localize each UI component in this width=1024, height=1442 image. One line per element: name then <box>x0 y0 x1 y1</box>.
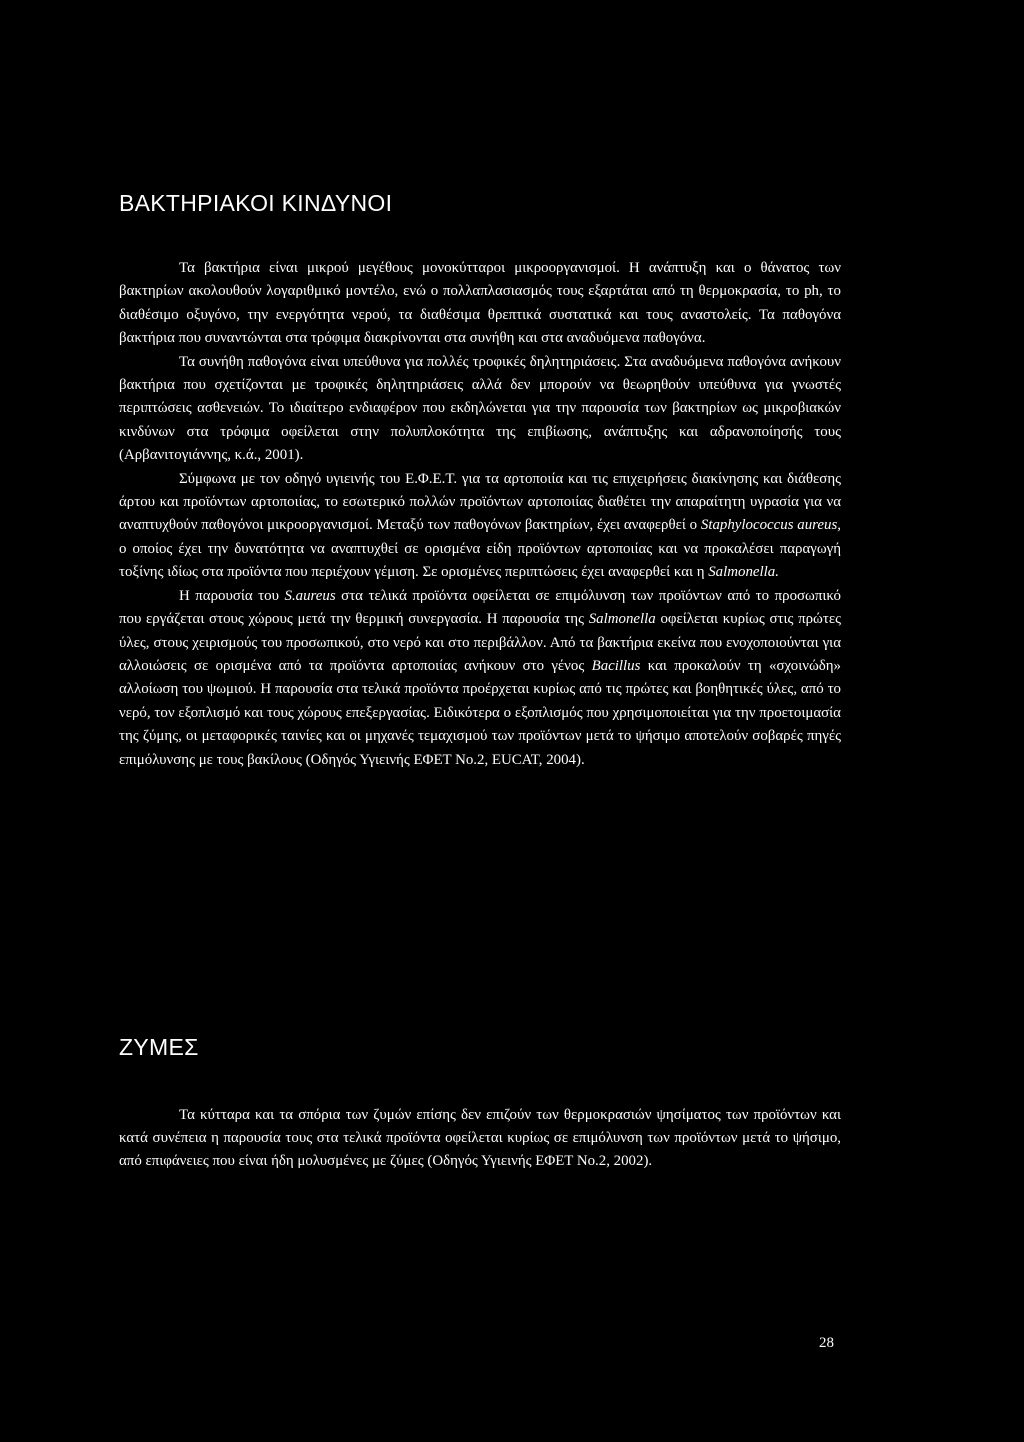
page-number: 28 <box>819 1335 834 1351</box>
species-name: Bacillus <box>591 657 641 674</box>
paragraph <box>119 468 841 585</box>
paragraph <box>119 585 841 772</box>
species-name: Salmonella <box>588 611 656 628</box>
species-name: Salmonella. <box>708 564 779 581</box>
paragraph-text: οφείλεται κυρίως στις πρώτες ύλες, στους χειρισμούς του προσωπικού, στο νερό και στο περιβάλλον. Από τα βακτήρια εκείνα που ενοχοποιούνται για αλλοιώσεις σε ορισμένα από τα προϊόντα αρτοποιίας ανήκουν στο γένος <box>119 611 841 674</box>
paragraph <box>119 257 841 351</box>
section-body-bacterial-hazards <box>119 257 841 772</box>
species-name: S.aureus <box>284 587 336 604</box>
species-name: Staphylococcus aureus, <box>700 517 841 534</box>
paragraph-text: Σύμφωνα με τον οδηγό υγιεινής του Ε.Φ.Ε.Τ. για τα αρτοποιία και τις επιχειρήσεις διακίνησης και διάθεσης άρτου και προϊόντων αρτοποιίας, το εσωτερικό πολλών προϊόντων αρτοποιίας διαθέτει την απαραίτητη υγρασία για να αναπτυχθούν παθογόνοι μικροοργανισμοί. Μεταξύ των παθογόνων βακτηρίων, έχει αναφερθεί ο <box>119 470 841 534</box>
paragraph-text: Τα βακτήρια είναι μικρού μεγέθους μονοκύτταροι μικροοργανισμοί. Η ανάπτυξη και ο θάνατος των βακτηρίων ακολουθούν λογαριθμικό μοντέλο, ενώ ο πολλαπλασιασμός τους εξαρτάται από τη θερμοκρασία, το ph, το διαθέσιμο οξυγόνο, την ενεργότητα νερού, τα διαθέσιμα θρεπτικά συστατικά και τους αναστολείς. Τα παθογόνα βακτήρια που συναντώνται στα τρόφιμα διακρίνονται στα συνήθη και στα αναδυόμενα παθογόνα. <box>119 260 841 347</box>
paragraph-text: Η παρουσία του <box>179 587 285 604</box>
paragraph <box>119 1104 841 1173</box>
paragraph-text: Τα κύτταρα και τα σπόρια των ζυμών επίσης δεν επιζούν των θερμοκρασιών ψησίματος των προϊόντων και κατά συνέπεια η παρουσία τους στα τελικά προϊόντα οφείλεται κυρίως σε επιμόλυνση των προϊόντων μετά το ψήσιμο, από επιφάνειες που είναι ήδη μολυσμένες με ζύμες (Οδηγός Υγιεινής ΕΦΕΤ Νο.2, 2002). <box>119 1107 841 1169</box>
paragraph <box>119 351 841 468</box>
section-title-bacterial-hazards: ΒΑΚΤΗΡΙΑΚΟΙ ΚΙΝΔΥΝΟΙ <box>119 190 393 216</box>
paragraph-text: ο οποίος έχει την δυνατότητα να αναπτυχθεί σε ορισμένα είδη προϊόντων αρτοποιίας και να προκαλέσει παραγωγή τοξίνης ιδίως στα προϊόντα που περιέχουν γέμιση. Σε ορισμένες περιπτώσεις έχει αναφερθεί και η <box>119 540 841 581</box>
section-title-yeasts: ΖΥΜΕΣ <box>119 1034 199 1060</box>
paragraph-text: Τα συνήθη παθογόνα είναι υπεύθυνα για πολλές τροφικές δηλητηριάσεις. Στα αναδυόμενα παθογόνα ανήκουν βακτήρια που σχετίζονται με τροφικές δηλητηριάσεις αλλά δεν μπορούν να θεωρηθούν υπεύθυνα για γνωστές περιπτώσεις ασθενειών. Το ιδιαίτερο ενδιαφέρον που εκδηλώνεται για την παρουσία των βακτηρίων ως μικροβιακών κινδύνων στα τρόφιμα οφείλεται στην πολυπλοκότητα της επιβίωσης, ανάπτυξης και αδρανοποίησής τους (Αρβανιτογιάννης, κ.ά., 2001). <box>119 353 841 464</box>
section-body-yeasts <box>119 1104 841 1173</box>
paragraph-text: στα τελικά προϊόντα οφείλεται σε επιμόλυνση των προϊόντων από το προσωπικό που εργάζεται στους χώρους μετά την θερμική συνεργασία. Η παρουσία της <box>119 587 841 628</box>
paragraph-text: και προκαλούν τη «σχοινώδη» αλλοίωση του ψωμιού. Η παρουσία στα τελικά προϊόντα προέρχεται κυρίως από τις πρώτες και βοηθητικές ύλες, από το νερό, τον εξοπλισμό και τους χώρους επεξεργασίας. Ειδικότερα ο εξοπλισμός που χρησιμοποιείται για την προετοιμασία της ζύμης, οι μεταφορικές ταινίες και οι μηχανές τεμαχισμού των προϊόντων μετά το ψήσιμο αποτελούν σοβαρές πηγές επιμόλυνσης με τους βακίλους (Οδηγός Υγιεινής ΕΦΕΤ Νο.2, EUCAT, 2004). <box>119 657 841 768</box>
